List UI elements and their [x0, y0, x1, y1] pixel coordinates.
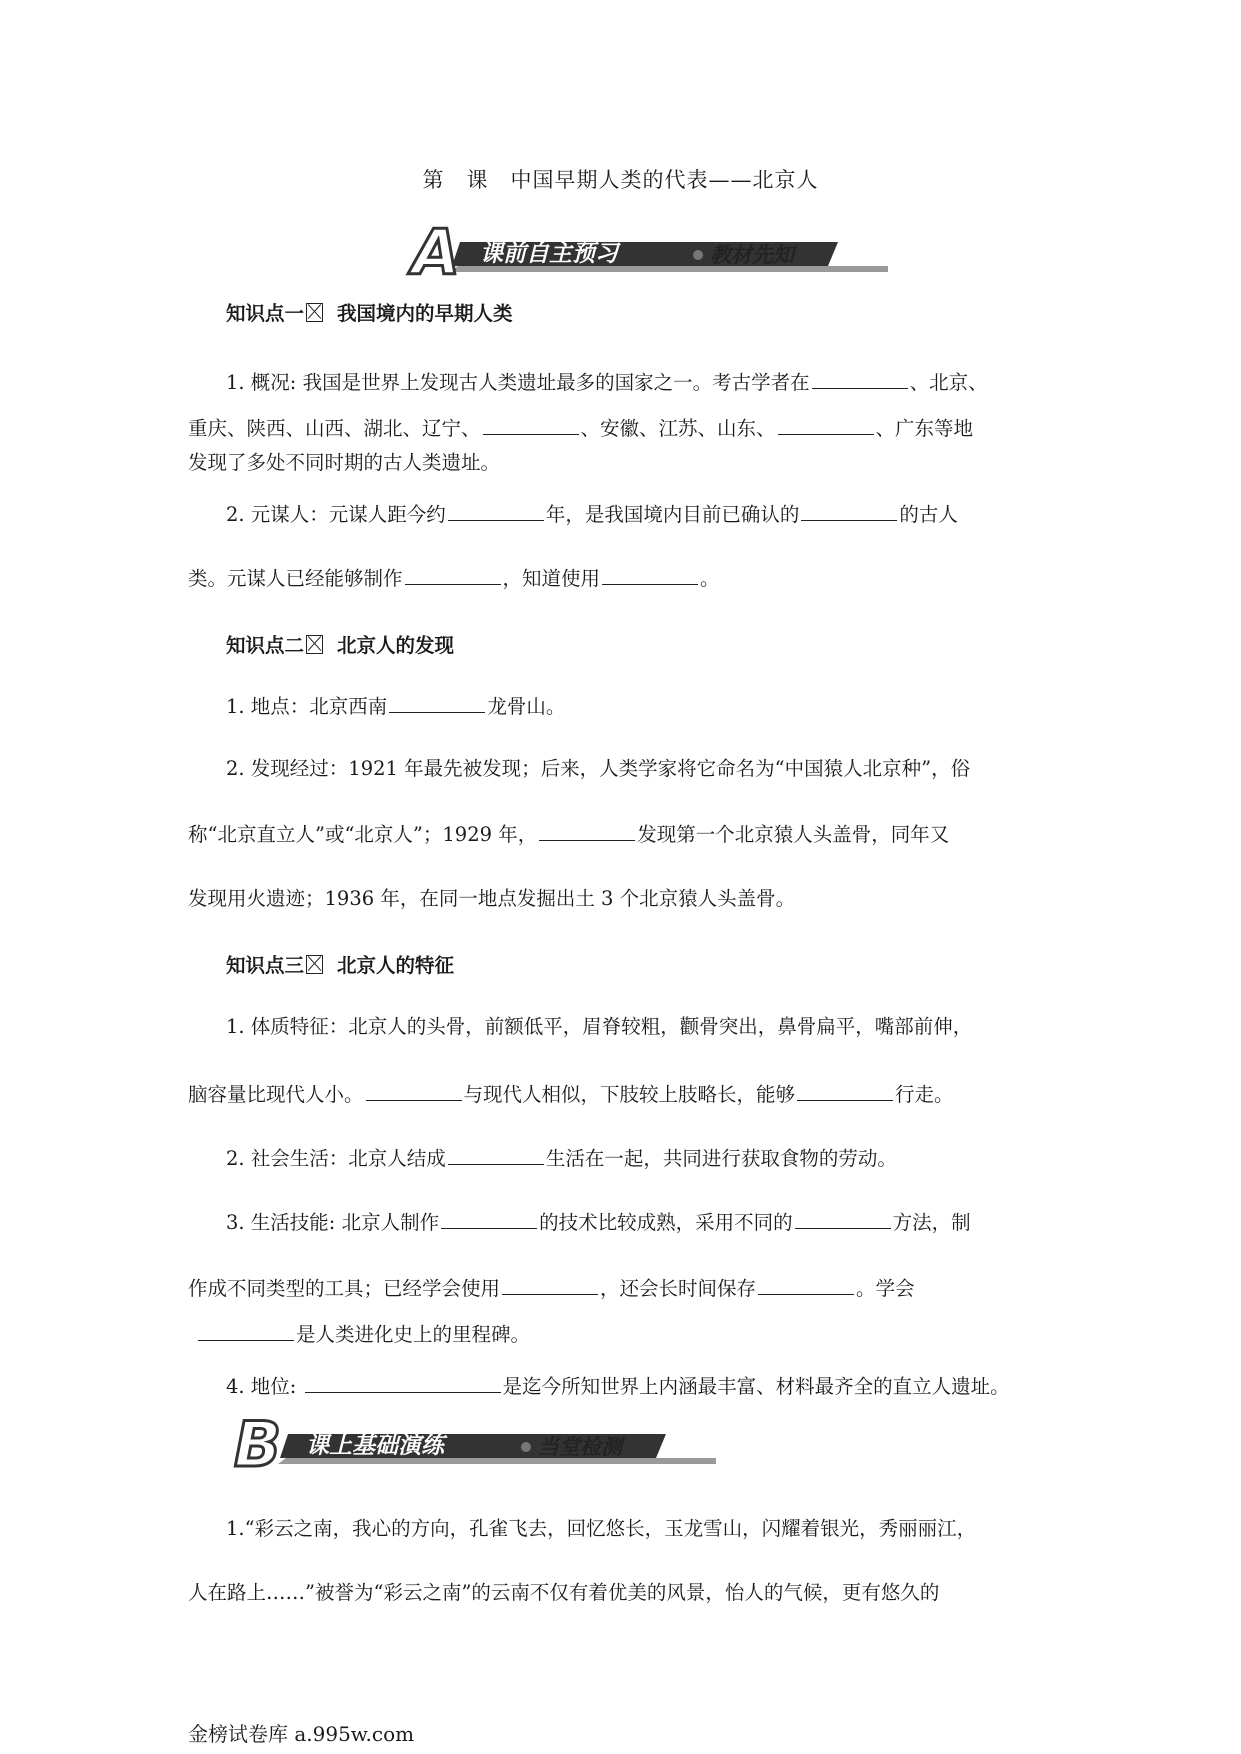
- section-a-subtitle: 教材先知: [710, 243, 794, 267]
- bullet-icon: [521, 1442, 531, 1452]
- kp3-p2: 2. 社会生活：北京人结成 生活在一起，共同进行获取食物的劳动。: [226, 1144, 897, 1172]
- lesson-title: 第 课 中国早期人类的代表——北京人: [422, 168, 819, 192]
- blank: [502, 1274, 598, 1295]
- blank: [389, 692, 485, 713]
- blank: [795, 1208, 891, 1229]
- section-b-title: 课上基础演练: [306, 1433, 444, 1459]
- blank: [366, 1080, 462, 1101]
- section-a-title: 课前自主预习: [480, 241, 618, 267]
- kp1-title: 我国境内的早期人类: [337, 302, 513, 325]
- blank: [483, 414, 579, 435]
- box-cross-icon: [306, 635, 323, 654]
- section-b-subtitle: 当堂检测: [538, 1435, 622, 1459]
- kp1-p1-line2: 重庆、陕西、山西、湖北、辽宁、 、安徽、江苏、山东、 、广东等地: [188, 414, 973, 442]
- knowledge-point-3: [226, 950, 454, 978]
- kp3-p3-line1: 3. 生活技能: 北京人制作 的技术比较成熟，采用不同的 方法，制: [226, 1208, 971, 1236]
- blank: [778, 414, 874, 435]
- q1-line2: 人在路上……”被誉为“彩云之南”的云南不仅有着优美的风景，怡人的气候，更有悠久的: [188, 1581, 940, 1604]
- box-cross-icon: [306, 955, 323, 974]
- blank: [405, 564, 501, 585]
- blank: [448, 500, 544, 521]
- kp3-p4: 4. 地位: 是迄今所知世界上内涵最丰富、材料最齐全的直立人遗址。: [226, 1372, 1010, 1400]
- kp3-p3-line2: 作成不同类型的工具；已经学会使用 ，还会长时间保存 。学会: [188, 1274, 915, 1302]
- kp3-p1-line1: 1. 体质特征：北京人的头骨，前额低平，眉脊较粗，颧骨突出，鼻骨扁平，嘴部前伸，: [226, 1015, 973, 1038]
- blank: [801, 500, 897, 521]
- kp1-p2-line1: 2. 元谋人：元谋人距今约 年，是我国境内目前已确认的 的古人: [226, 500, 958, 528]
- kp1-p1-line1: 1. 概况: 我国是世界上发现古人类遗址最多的国家之一。考古学者在 、北京、: [226, 368, 988, 396]
- blank: [797, 1080, 893, 1101]
- blank: [441, 1208, 537, 1229]
- kp2-p1: 1. 地点：北京西南 龙骨山。: [226, 692, 565, 720]
- knowledge-point-2: [226, 630, 454, 658]
- box-cross-icon: [306, 303, 323, 322]
- kp3-p1-line2: 脑容量比现代人小。 与现代人相似，下肢较上肢略长，能够 行走。: [188, 1080, 954, 1108]
- kp2-p2-line2: 称“北京直立人”或“北京人”；1929 年， 发现第一个北京猿人头盖骨，同年又: [188, 820, 949, 848]
- blank: [602, 564, 698, 585]
- section-b-letter: B: [234, 1412, 282, 1474]
- blank: [812, 368, 908, 389]
- blank: [305, 1372, 501, 1393]
- section-a-banner: [398, 222, 898, 282]
- footer-watermark: 金榜试卷库 a.995w.com: [188, 1722, 415, 1746]
- knowledge-point-1: [226, 298, 513, 326]
- kp3-p3-line3: 是人类进化史上的里程碑。: [196, 1320, 530, 1348]
- section-b-banner: [226, 1412, 726, 1474]
- kp2-p2-line1: 2. 发现经过：1921 年最先被发现；后来，人类学家将它命名为“中国猿人北京种”，俗: [226, 757, 971, 780]
- kp3-label: 知识点三: [226, 954, 305, 977]
- kp2-title: 北京人的发现: [337, 634, 455, 657]
- section-a-letter: A: [412, 222, 460, 282]
- kp2-label: 知识点二: [226, 634, 305, 657]
- blank: [758, 1274, 854, 1295]
- bullet-icon: [693, 250, 703, 260]
- q1-line1: 1.“彩云之南，我心的方向，孔雀飞去，回忆悠长，玉龙雪山，闪耀着银光，秀丽丽江，: [226, 1517, 977, 1540]
- kp1-p2-line2: 类。元谋人已经能够制作 ，知道使用 。: [188, 564, 720, 592]
- kp1-label: 知识点一: [226, 302, 305, 325]
- blank: [198, 1320, 294, 1341]
- blank: [539, 820, 635, 841]
- kp3-title: 北京人的特征: [337, 954, 455, 977]
- kp2-p2-line3: 发现用火遗迹；1936 年，在同一地点发掘出土 3 个北京猿人头盖骨。: [188, 887, 796, 910]
- kp1-p1-line3: 发现了多处不同时期的古人类遗址。: [188, 451, 501, 474]
- blank: [448, 1144, 544, 1165]
